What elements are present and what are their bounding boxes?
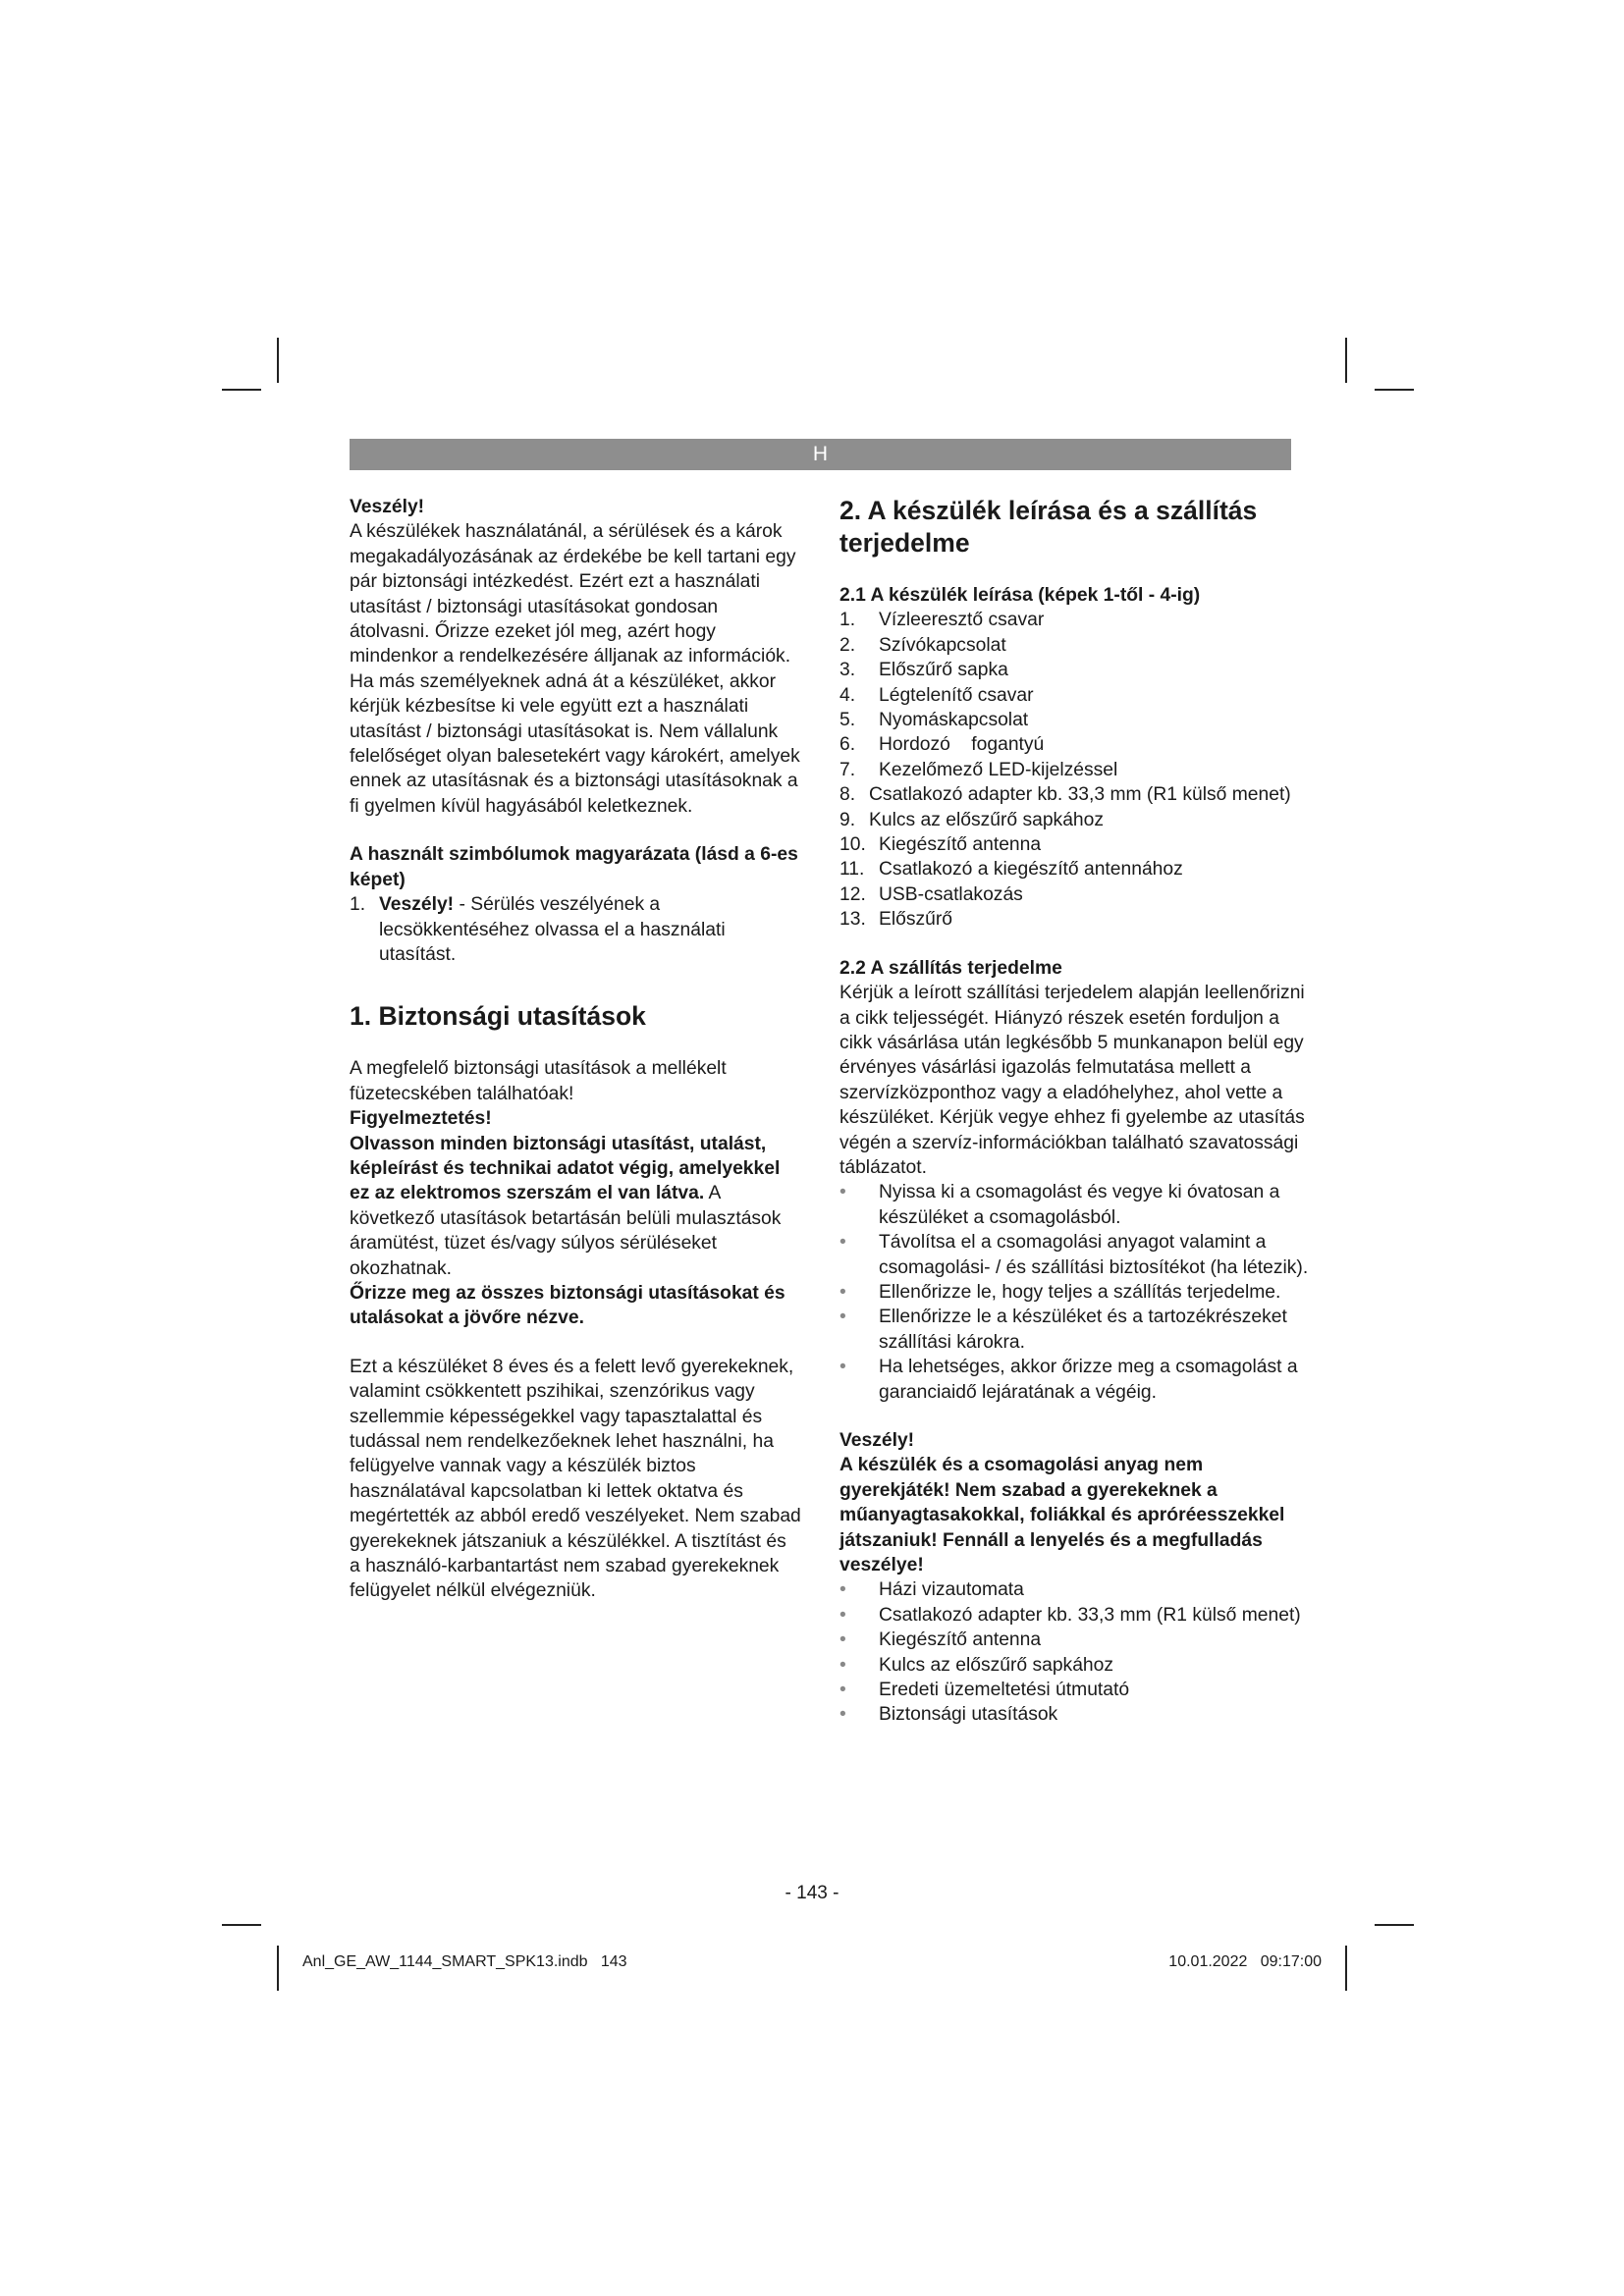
crop-mark [1375,389,1414,391]
list-item: 13. Előszűrő [839,909,953,931]
list-item: • Távolítsa el a csomagolási anyagot valamint a csomagolási- / és szállítási biztosítékot (ha létezik). [839,1230,1311,1280]
list-item: 7. Kezelőmező LED-kijelzéssel [839,759,1118,780]
list-item: 8. Csatlakozó adapter kb. 33,3 mm (R1 külső menet) [839,784,1291,806]
danger-heading: Veszély! [350,497,425,517]
symbols-item-number: 1. [350,894,366,916]
danger-paragraph: A készülékek használatánál, a sérülések és a károk megakadályozásának az érdekébe be kell tartani egy pár biztonsági intézkedést. Ezért ezt a használati utasítást / biztonsági utasításokat gondosan átolvasni. Őrizze ezeket jól meg, azért hogy mindenkor a rendelkezésére álljanak az információk. Ha más személyeknek adná át a készüléket, akkor kérjük kézbesítse ki vele együtt ezt a használati utasítást / biztonsági utasításokat is. Nem vállalunk felelőséget olyan balesetekért vagy károkért, amelyek ennek az utasításnak és a biztonsági utasításoknak a fi gyelmen kívül hagyásából keletkeznek. [350,521,800,817]
list-item: • Biztonsági utasítások [839,1702,1311,1727]
warning-paragraph [350,1132,801,1281]
children-paragraph: Ezt a készüléket 8 éves és a felett levő gyerekeknek, valamint csökkentett pszihikai, szenzórikus vagy szellemmie képességekkel vagy tapasztalattal és tudással nem rendelkezőeknek lehet használni, ha felügyelve vannak vagy a készülék biztos használatával kapcsolatban ki lettek oktatva és megértették az abból eredő veszélyeket. Nem szabad gyerekeknek játszaniuk a készülékkel. A tisztítást és a használó-karbantartást nem szabad gyerekeknek felügyelet nélkül elvégezniük. [350,1356,801,1602]
symbols-item-text: - Sérülés veszélyének a lecsökkentéséhez olvassa el a használati utasítást. [379,894,726,965]
crop-mark [1345,338,1347,383]
file-info: Anl_GE_AW_1144_SMART_SPK13.indb 143 [302,1953,627,1970]
danger-2-heading: Veszély! [839,1430,915,1451]
warning-heading: Figyelmeztetés! [350,1108,492,1130]
danger-2-text: A készülék és a csomagolási anyag nem gyerekjáték! Nem szabad a gyerekeknek a műanyagtasakokkal, foliákkal és apróréesszekkel játszaniuk! Fennáll a lenyelés és a megfulladás veszélye! [839,1455,1285,1576]
list-item: 6. Hordozó fogantyú [839,734,1045,756]
list-item: 10. Kiegészítő antenna [839,834,1042,856]
package-contents-list [839,1577,1311,1727]
list-item: • Csatlakozó adapter kb. 33,3 mm (R1 külső menet) [839,1603,1311,1628]
symbols-heading: A használt szimbólumok magyarázata (lásd a 6-es képet) [350,844,798,890]
list-item: 11. Csatlakozó a kiegészítő antennához [839,859,1183,881]
crop-mark [277,338,279,383]
section-2-title: 2. A készülék leírása és a szállítás terjedelme [839,496,1258,558]
section-1-title: 1. Biztonsági utasítások [350,1001,646,1032]
symbols-item [350,892,801,967]
crop-mark [1375,1924,1414,1926]
list-item: • Nyissa ki a csomagolást és vegye ki óvatosan a készüléket a csomagolásból. [839,1180,1311,1230]
list-item: • Kulcs az előszűrő sapkához [839,1653,1311,1678]
right-column [839,495,1311,1728]
subsection-2-1-title: 2.1 A készülék leírása (képek 1-től - 4-ig) [839,585,1201,606]
language-header-band: H [350,439,1291,470]
list-item: 5. Nyomáskapcsolat [839,710,1029,731]
section-1-intro: A megfelelő biztonsági utasítások a mellékelt füzetecskében találhatóak! [350,1058,727,1104]
warning-text: A következő utasítások betartásán belüli mulasztások áramütést, tüzet és/vagy súlyos sérüléseket okozhatnak. [350,1183,782,1279]
unpacking-steps-list [839,1180,1311,1405]
list-item: • Ellenőrizze le a készüléket és a tartozékrészeket szállítási károkra. [839,1305,1311,1355]
crop-mark [277,1946,279,1991]
list-item: • Ellenőrizze le, hogy teljes a szállítás terjedelme. [839,1280,1311,1305]
list-item: 2. Szívókapcsolat [839,634,1006,656]
warning-bold-text: Olvasson minden biztonsági utasítást, utalást, képleírást és technikai adatot végig, amelyekkel ez az elektromos szerszám el van látva. [350,1133,781,1204]
list-item: • Kiegészítő antenna [839,1628,1311,1652]
crop-mark [222,1924,261,1926]
crop-mark [222,389,261,391]
page-number: - 143 - [785,1883,839,1903]
left-column [350,495,801,1604]
list-item: • Házi vizautomata [839,1577,1311,1602]
list-item: 3. Előszűrő sapka [839,660,1008,681]
crop-mark [1345,1946,1347,1991]
print-timestamp: 10.01.2022 09:17:00 [1168,1953,1322,1970]
symbols-item-label: Veszély! [379,894,455,916]
list-item: 1. Vízleeresztő csavar [839,610,1045,631]
subsection-2-2-title: 2.2 A szállítás terjedelme [839,957,1062,979]
list-item: 4. Légtelenítő csavar [839,684,1034,706]
list-item: 9. Kulcs az előszűrő sapkához [839,809,1105,830]
list-item: • Eredeti üzemeltetési útmutató [839,1678,1311,1702]
delivery-paragraph: Kérjük a leírott szállítási terjedelem alapján leellenőrizni a cikk teljességét. Hiányzó részek esetén forduljon a cikk vásárlása után legkésőbb 5 munkanapon belül egy érvényes vásárlási igazolás felmutatása mellett a szervízközponthoz vagy a eladóhelyhez, ahol vette a készüléket. Kérjük vegye ehhez fi gyelembe az utasítás végén a szervíz-információkban található szavatossági táblázatot. [839,983,1305,1178]
list-item: • Ha lehetséges, akkor őrizze meg a csomagolást a garanciaidő lejáratának a végéig. [839,1355,1311,1405]
keep-instructions: Őrizze meg az összes biztonsági utasításokat és utalásokat a jövőre nézve. [350,1282,785,1329]
list-item: 12. USB-csatlakozás [839,883,1023,905]
parts-list [839,608,1311,932]
